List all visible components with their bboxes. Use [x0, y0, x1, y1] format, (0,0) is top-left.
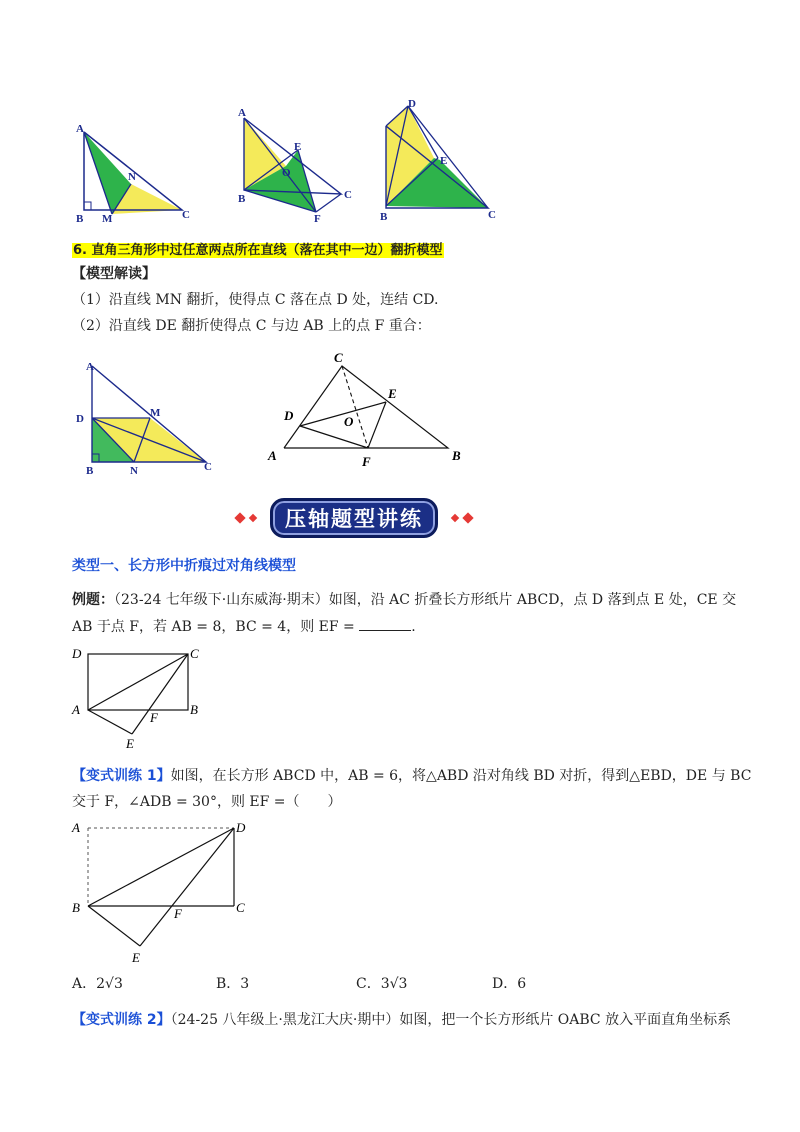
- svg-text:D: D: [76, 413, 84, 425]
- svg-text:E: E: [132, 950, 140, 965]
- svg-text:D: D: [236, 820, 246, 835]
- svg-text:D: D: [284, 408, 294, 423]
- svg-text:E: E: [440, 155, 448, 167]
- svg-text:E: E: [294, 141, 302, 153]
- diamond-icon: [249, 514, 257, 522]
- example-line2-end: .: [411, 619, 416, 635]
- svg-text:E: E: [388, 386, 397, 401]
- type1-title: 类型一、长方形中折痕过对角线模型: [72, 558, 296, 574]
- svg-text:D: D: [408, 98, 416, 110]
- svg-text:F: F: [150, 710, 158, 725]
- svg-text:F: F: [362, 454, 371, 469]
- svg-text:B: B: [72, 900, 80, 915]
- figure-1-right-triangle-fold-mn: [72, 118, 197, 222]
- svg-text:A: A: [86, 361, 94, 373]
- label-n: N: [128, 171, 136, 183]
- svg-text:C: C: [488, 209, 496, 221]
- variant1-line2: 交于 F，∠ADB = 30°，则 EF =（ ）: [72, 794, 342, 810]
- figure-6-rectangle-fold-ac: [70, 642, 210, 754]
- diamond-icon: [234, 512, 245, 523]
- example-line1: （23-24 七年级下·山东威海·期末）如图，沿 AC 折叠长方形纸片 ABCD，点 D 落到点 E 处，CE 交: [114, 592, 737, 608]
- diamond-icon: [462, 512, 473, 523]
- label-a: A: [76, 123, 84, 135]
- section6-title: 6. 直角三角形中过任意两点所在直线（落在其中一边）翻折模型: [73, 243, 443, 258]
- svg-text:D: D: [72, 646, 82, 661]
- variant2-label: 【变式训练 2】: [72, 1012, 171, 1028]
- answer-blank[interactable]: [359, 616, 411, 631]
- svg-text:A: A: [72, 820, 80, 835]
- svg-text:M: M: [150, 407, 161, 419]
- svg-text:F: F: [174, 906, 182, 921]
- svg-text:C: C: [190, 646, 199, 661]
- figure-7-rectangle-fold-bd: [70, 818, 260, 968]
- option-d[interactable]: D．6: [492, 976, 527, 992]
- svg-text:O: O: [282, 167, 291, 179]
- diamond-icon: [451, 514, 459, 522]
- figure-2-fold-ef: [236, 104, 361, 224]
- svg-text:C: C: [344, 189, 352, 201]
- variant2-text: （24-25 八年级上·黑龙江大庆·期中）如图，把一个长方形纸片 OABC 放入平面直角坐标系: [170, 1012, 732, 1028]
- figure-4-fold-mn-to-d: [70, 356, 220, 480]
- svg-text:B: B: [238, 193, 246, 205]
- variant1-line1: 如图，在长方形 ABCD 中，AB = 6，将△ABD 沿对角线 BD 对折，得到△EBD，DE 与 BC: [170, 768, 752, 784]
- svg-text:E: E: [126, 736, 134, 751]
- svg-text:C: C: [334, 350, 343, 365]
- svg-text:B: B: [380, 211, 388, 223]
- svg-text:F: F: [314, 213, 321, 224]
- option-b[interactable]: B．3: [216, 976, 250, 992]
- option-a[interactable]: A．2√3: [72, 976, 123, 992]
- svg-text:A: A: [72, 702, 80, 717]
- svg-text:C: C: [204, 461, 212, 473]
- model-interpretation-label: 【模型解读】: [72, 266, 156, 282]
- svg-text:B: B: [452, 448, 461, 463]
- svg-text:N: N: [130, 465, 138, 477]
- svg-text:C: C: [236, 900, 245, 915]
- label-m: M: [102, 213, 113, 222]
- variant1-label: 【变式训练 1】: [72, 768, 171, 784]
- section6-item2: （2）沿直线 DE 翻折使得点 C 与边 AB 上的点 F 重合：: [72, 318, 431, 334]
- banner-title: 压轴题型讲练: [270, 498, 438, 538]
- svg-text:B: B: [86, 465, 94, 477]
- example-line2: AB 于点 F，若 AB = 8，BC = 4，则 EF =: [72, 619, 355, 635]
- label-c: C: [182, 209, 190, 221]
- svg-text:O: O: [344, 414, 354, 429]
- label-b: B: [76, 213, 84, 222]
- example-label: 例题：: [72, 592, 114, 608]
- option-c[interactable]: C．3√3: [356, 976, 408, 992]
- figure-3-fold-to-d: [378, 98, 503, 224]
- banner: [236, 498, 472, 538]
- figure-5-fold-de-to-f: [262, 348, 472, 472]
- svg-text:A: A: [238, 107, 246, 119]
- svg-text:B: B: [190, 702, 198, 717]
- svg-text:A: A: [268, 448, 277, 463]
- section6-item1: （1）沿直线 MN 翻折，使得点 C 落在点 D 处，连结 CD.: [72, 292, 439, 308]
